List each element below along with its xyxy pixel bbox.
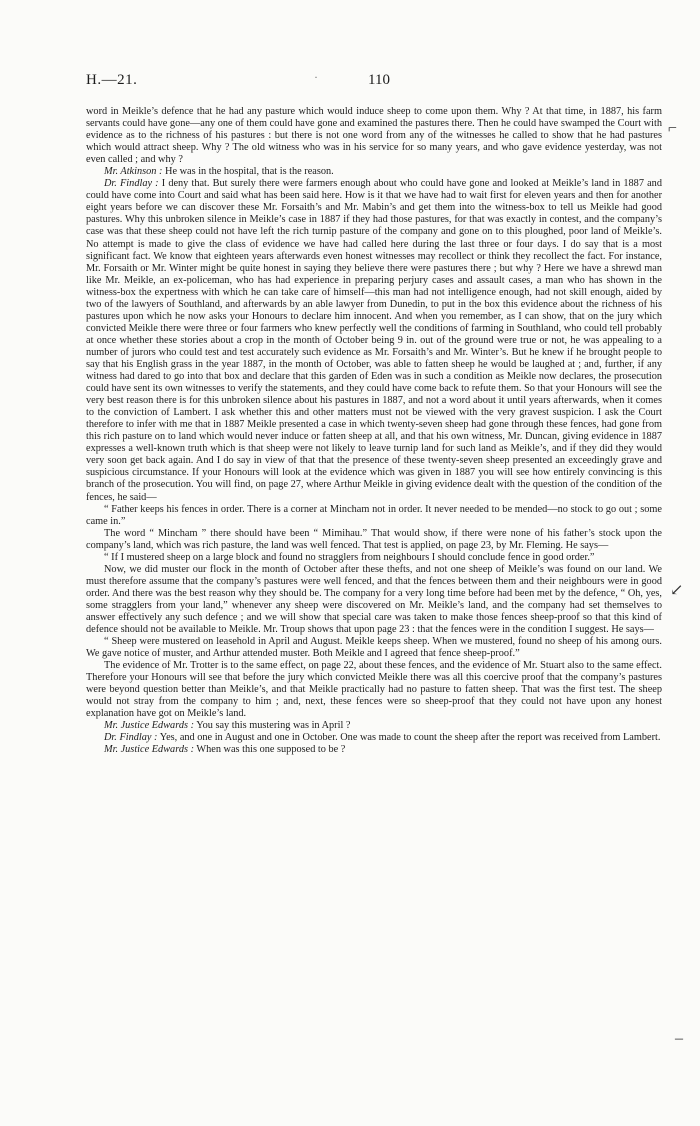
speech-paragraph [86, 732, 662, 744]
paragraph-text: You say this mustering was in April ? [196, 720, 351, 732]
margin-mark-middle: ↙ [670, 582, 684, 599]
speaker-name: Mr. Justice Edwards : [104, 720, 194, 732]
paragraph-text: “ If I mustered sheep on a large block and found no stragglers from neighbours I should conclude fence in good order.” [104, 551, 595, 563]
speech-paragraph [86, 178, 662, 503]
paragraph [86, 660, 662, 720]
paragraph-text: Now, we did muster our flock in the month of October after these thefts, and not one sheep of Meikle’s was found on our land. We must therefore assume that the company’s pastures were well fenced, and that the fences between them and their neighbours were in good order. And there was the best reason why they should be. The company for a very long time before had been met by the defence, “ Oh, yes, some stragglers from your land,” whenever any sheep were discovered on Mr. Meikle’s land, and the company had set themselves to answer effectively any such defence ; and we will show that special care was taken to make those fences sheep-proof so that this kind of defence should not be available to Meikle. Mr. Troup shows that upon page 23 : that the fences were in the condition I suggest. He says— [86, 563, 662, 636]
paragraph [86, 564, 662, 636]
quoted-evidence [86, 504, 662, 528]
speaker-name: Mr. Atkinson : [104, 166, 163, 178]
quoted-evidence [86, 552, 662, 564]
page-header [86, 72, 656, 96]
margin-mark-bottom: – [675, 1030, 683, 1047]
paragraph-text: “ Father keeps his fences in order. There is a corner at Mincham not in order. It never needed to be mended—no stock to go out ; some came in.” [86, 503, 662, 527]
body-text [86, 106, 662, 757]
paragraph [86, 528, 662, 552]
page-number: 110 [368, 72, 390, 88]
paragraph-text: The evidence of Mr. Trotter is to the same effect, on page 22, about these fences, and the evidence of Mr. Stuart also to the same effect. Therefore your Honours will see that before the jury which convicted Meikle there was all this coercive proof that the company’s pastures were beyond question better than Meikle’s, and that Meikle practically had no pasture to fatten sheep. That was the first test. The sheep would not stray from the company to him ; and, next, these fences were so sheep-proof that they could not have upon any honest explanation have got on Meikle’s land. [86, 660, 662, 720]
speaker-name: Dr. Findlay : [104, 178, 159, 190]
paragraph-text: Yes, and one in August and one in October. One was made to count the sheep after the report was received from Lambert. [159, 732, 661, 744]
speech-paragraph [86, 166, 662, 178]
document-reference: H.—21. [86, 72, 138, 88]
speaker-name: Dr. Findlay : [104, 732, 158, 744]
paragraph-text: He was in the hospital, that is the reason. [165, 166, 334, 178]
paragraph-text: When was this one supposed to be ? [196, 744, 346, 756]
paragraph-text: I deny that. But surely there were farmers enough about who could have gone and looked at Meikle’s land in 1887 and could have come into Court and said what has been said here. How is it that we have had to wait first for eleven years and then for another eight years before we can discover these Mr. Forsaith’s and Mr. Mabin’s and get them into the witness-box to tell us Meikle had good pastures. Why this unbroken silence in Meikle’s case in 1887 if they had those pastures, for that was exactly in contest, and the company’s case was that these sheep could not have left the rich turnip pasture of the company and gone on to this ploughed, poor land of Meikle’s. No attempt is made to give the class of evidence we have had called here during the last three or four days. I do say that is a most significant fact. We know that eighteen years afterwards even honest witnesses may recollect or think they recollect the fact. For instance, Mr. Forsaith or Mr. Winter might be quite honest in saying they believe there were pastures there ; but why ? Here we have a shrewd man like Mr. Meikle, an ex-policeman, who has had experience in preparing perjury cases and assault cases, a man who has shown in the witness-box the expertness with which he can take care of himself—this man had not intelligence enough, had not skill enough, aided by two of the lawyers of Southland, and afterwards by an able lawyer from Dunedin, to put in the box this evidence about the richness of his pastures upon which he now asks your Honours to declare him innocent. And when you remember, as I can show, that on the jury which convicted Meikle there were three or four farmers who knew perfectly well the conditions of farming in Southland, who could tell probably at once whether these stories about a crop in the month of October being 9 in. out of the ground were true or not, he was appealing to a number of jurors who could test and test accurately such evidence as Mr. Forsaith’s and Mr. Winter’s. But he knew if he brought people to say that his English grass in the year 1887, in the month of October, was able to fatten sheep he would be laughed at ; and, further, if any witness had dared to go into that box and declare that this garden of Eden was in such a condition as Meikle now declares, the prosecution could have sent its own witnesses to verify the statements, and they could have come back to refute them. So that your Honours will see the very best reason there is for this unbroken silence about his pastures in 1887, and not a word about it until years afterwards, when it comes to the conviction of Lambert. I ask whether this and other matters must not be viewed with the very gravest suspicion. I ask the Court therefore to infer with me that in 1887 Meikle presented a case in which twenty-seven sheep had gone through these fences, had gone from this rich pasture on to land which would never induce or fatten sheep at all, and that his own witness, Mr. Duncan, giving evidence in 1887 expresses a well-known truth which is that sheep were not likely to leave turnip land for such land as Meikle’s, and if they did they would very soon get back again. And I do say in view of that that the presence of these twenty-seven sheep presented an exceedingly grave and suspicious circumstance. If your Honours will look at the evidence which was given in 1887 you will see how entirely convincing is this branch of the prosecution. You will find, on page 27, where Arthur Meikle in giving evidence dealt with the question of the condition of the fences, he said— [86, 178, 662, 503]
paragraph-text: “ Sheep were mustered on leasehold in April and August. Meikle keeps sheep. When we mustered, found no sheep of his among ours. We gave notice of muster, and Arthur attended muster. Both Meikle and I agreed that fence sheep-proof.” [86, 636, 662, 660]
speech-paragraph [86, 744, 662, 756]
header-dot: · [314, 70, 318, 84]
speech-paragraph [86, 720, 662, 732]
paragraph [86, 106, 662, 166]
quoted-evidence [86, 636, 662, 660]
margin-mark-top: ⌐ [668, 120, 678, 137]
paragraph-text: word in Meikle’s defence that he had any pasture which would induce sheep to come upon them. Why ? At that time, in 1887, his farm servants could have gone—any one of them could have gone and examined the pastures there. Then he could have swamped the Court with evidence as to the richness of his pastures : but there is not one word from any of the witnesses he called to show that he had pastures which would attract sheep. Why ? The old witness who was in his service for so many years, and who gave evidence yesterday, was not even called ; and why ? [86, 106, 662, 166]
speaker-name: Mr. Justice Edwards : [104, 744, 194, 756]
paragraph-text: The word “ Mincham ” there should have been “ Mimihau.” That would show, if there were none of his father’s stock upon the company’s land, which was rich pasture, the land was well fenced. That test is applied, on page 23, by Mr. Fleming. He says— [86, 527, 662, 551]
